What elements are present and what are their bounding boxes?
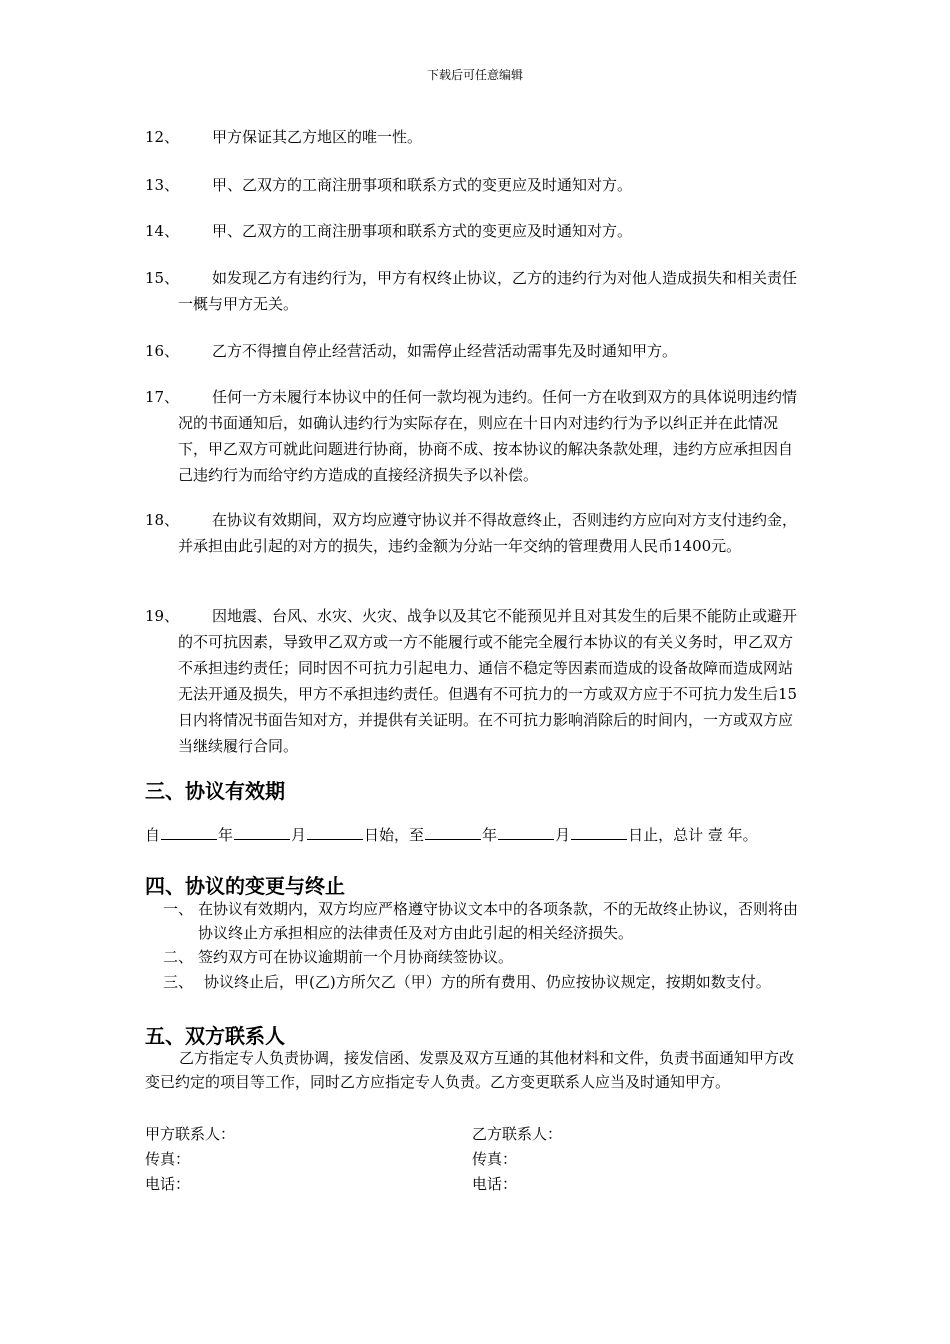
clause-number: 17、 — [145, 388, 180, 406]
page-header-note: 下载后可任意编辑 — [426, 68, 523, 82]
day-start-label: 日始，至 — [364, 826, 425, 844]
party-a-fax: 传真： — [145, 1150, 191, 1168]
party-a-phone: 电话： — [145, 1175, 191, 1193]
clause-text: 因地震、台风、水灾、火灾、战争以及其它不能预见并且对其发生的后果不能防止或避开的不可抗因素，导致甲乙双方或一方不能履行或不能完全履行本协议的有关义务时，甲乙双方不承担违约责任；同时因不可抗力引起电力、通信不稳定等因素而造成的设备故障而造成网站无法开通及损失，甲方不承担违约责任。但遇有不可抗力的一方或双方应于不可抗力发生后15日内将情况书面告知对方，并提供有关证明。在不可抗力影响消除后的时间内，一方或双方应当继续履行合同。 — [178, 607, 798, 755]
validity-period-line — [145, 822, 805, 848]
day-end-label: 日止，总计 壹 年。 — [628, 826, 758, 844]
year-blank[interactable] — [161, 825, 217, 840]
item-number: 一、 — [163, 900, 194, 918]
clause-text: 在协议有效期间，双方均应遵守协议并不得故意终止，否则违约方应向对方支付违约金，并承担由此引起的对方的损失，违约金额为分站一年交纳的管理费用人民币1400元。 — [178, 511, 798, 555]
section-heading: 五、双方联系人 — [145, 1024, 285, 1048]
month-blank[interactable] — [498, 825, 554, 840]
item-text: 签约双方可在协议逾期前一个月协商续签协议。 — [198, 948, 514, 966]
clause-text: 任何一方未履行本协议中的任何一款均视为违约。任何一方在收到双方的具体说明违约情况的书面通知后，如确认违约行为实际存在，则应在十日内对违约行为予以纠正并在此情况下，甲乙双方可就此问题进行协商，协商不成、按本协议的解决条款处理，违约方应承担因自己违约行为而给守约方造成的直接经济损失予以补偿。 — [178, 388, 798, 484]
from-label: 自 — [145, 826, 161, 844]
clause-number: 19、 — [145, 607, 180, 625]
party-b-phone: 电话： — [472, 1175, 518, 1193]
item-text: 在协议有效期内，双方均应严格遵守协议文本中的各项条款，不的无故终止协议，否则将由协议终止方承担相应的法律责任及对方由此引起的相关经济损失。 — [198, 900, 799, 942]
section-heading: 三、协议有效期 — [145, 779, 285, 803]
year-label: 年 — [482, 826, 498, 844]
clause-number: 18、 — [145, 511, 180, 529]
month-blank[interactable] — [234, 825, 290, 840]
day-blank[interactable] — [307, 825, 363, 840]
contact-paragraph: 乙方指定专人负责协调，接发信函、发票及双方互通的其他材料和文件，负责书面通知甲方改变已约定的项目等工作，同时乙方应指定专人负责。乙方变更联系人应当及时通知甲方。 — [145, 1049, 795, 1091]
clause-number: 15、 — [145, 269, 180, 287]
clause-number: 16、 — [145, 342, 180, 360]
clause-text: 如发现乙方有违约行为，甲方有权终止协议，乙方的违约行为对他人造成损失和相关责任一概与甲方无关。 — [178, 269, 798, 313]
clause-number: 12、 — [145, 128, 180, 146]
year-label: 年 — [218, 826, 234, 844]
item-text: 协议终止后，甲(乙)方所欠乙（甲）方的所有费用、仍应按协议规定，按期如数支付。 — [204, 973, 771, 991]
item-number: 二、 — [163, 948, 194, 966]
clause-number: 13、 — [145, 176, 180, 194]
section-heading: 四、协议的变更与终止 — [145, 874, 345, 898]
month-label: 月 — [555, 826, 571, 844]
party-a-contact: 甲方联系人： — [145, 1125, 236, 1143]
month-label: 月 — [291, 826, 307, 844]
clause-text: 乙方不得擅自停止经营活动，如需停止经营活动需事先及时通知甲方。 — [212, 342, 678, 360]
clause-text: 甲、乙双方的工商注册事项和联系方式的变更应及时通知对方。 — [212, 222, 633, 240]
party-b-contact: 乙方联系人： — [472, 1125, 563, 1143]
party-b-fax: 传真： — [472, 1150, 518, 1168]
clause-text: 甲方保证其乙方地区的唯一性。 — [212, 128, 423, 146]
year-blank[interactable] — [425, 825, 481, 840]
day-blank[interactable] — [571, 825, 627, 840]
clause-number: 14、 — [145, 222, 180, 240]
clause-text: 甲、乙双方的工商注册事项和联系方式的变更应及时通知对方。 — [212, 176, 633, 194]
item-number: 三、 — [163, 973, 194, 991]
